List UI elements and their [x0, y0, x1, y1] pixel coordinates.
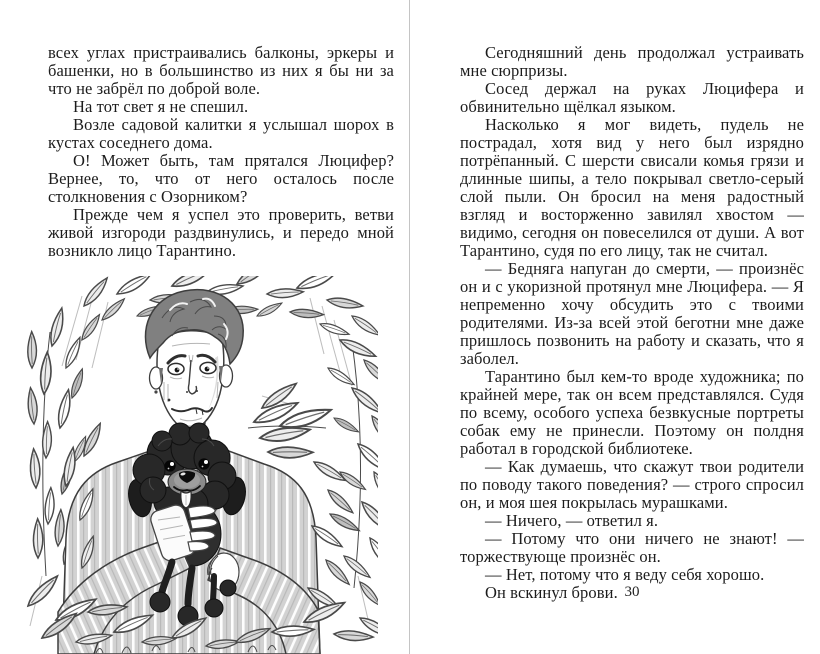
paragraph: — Нет, потому что я веду себя хорошо.	[485, 565, 765, 584]
left-page-text	[48, 44, 394, 260]
paragraph: — Как думаешь, что скажут твои родители по поводу такого поведения? — строго спросил он, и моя шея покрылась мурашками.	[460, 457, 804, 512]
paragraph: Прежде чем я успел это проверить, ветви живой изгороди раздвинулись, и передо мной возникло лицо Тарантино.	[48, 205, 394, 260]
paragraph: Сегодняшний день продолжал устраивать мне сюрпризы.	[460, 43, 804, 80]
paragraph: Тарантино был кем-то вроде художника; по крайней мере, так он всем представлялся. Судя по всему, особого успеха безвкусные портреты собак ему не принесли. Поэтому он полдня работал в городской библиотеке.	[460, 367, 804, 458]
paragraph: Сосед держал на руках Люцифера и обвинительно щёлкал языком.	[460, 79, 804, 116]
paragraph: О! Может быть, там прятался Люцифер? Вернее, то, что от него осталось после столкновения с Озорником?	[48, 151, 394, 206]
illustration-man-holding-poodle	[22, 276, 378, 654]
earring	[154, 390, 157, 393]
paragraph: Он вскинул брови.	[485, 583, 618, 602]
paragraph: Возле садовой калитки я услышал шорох в кустах соседнего дома.	[48, 115, 394, 152]
man-face	[157, 331, 224, 430]
paragraph: всех углах пристраивались балконы, эркеры и башенки, но в большинство из них я бы ни за что не забрёл по доброй воле.	[48, 43, 394, 98]
paragraph: Насколько я мог видеть, пудель не пострадал, хотя вид у него был изрядно потрёпанный. С шерсти свисали комья грязи и длинные шипы, а тело покрывал светло-серый слой пыли. Он бросил на меня радостный взгляд и восторженно завилял хвостом — видимо, сегодня он повеселился от души. А вот Тарантино, судя по его лицу, так не считал.	[460, 115, 804, 260]
paragraph: — Ничего, — ответил я.	[485, 511, 659, 530]
page-number: 30	[624, 584, 640, 600]
mole	[168, 399, 171, 402]
paragraph: — Потому что они ничего не знают! — торжествующе произнёс он.	[460, 529, 804, 566]
paragraph: На тот свет я не спешил.	[73, 97, 249, 116]
paragraph: — Бедняга напуган до смерти, — произнёс он и с укоризной протянул мне Люцифера. — Я непременно хочу обсудить это с твоими родителями. Из-за всей этой беготни мне даже пришлось позвонить на работу и сказать, что я заболел.	[460, 259, 804, 368]
right-page-text	[460, 44, 804, 602]
page-gutter-line	[409, 0, 410, 654]
